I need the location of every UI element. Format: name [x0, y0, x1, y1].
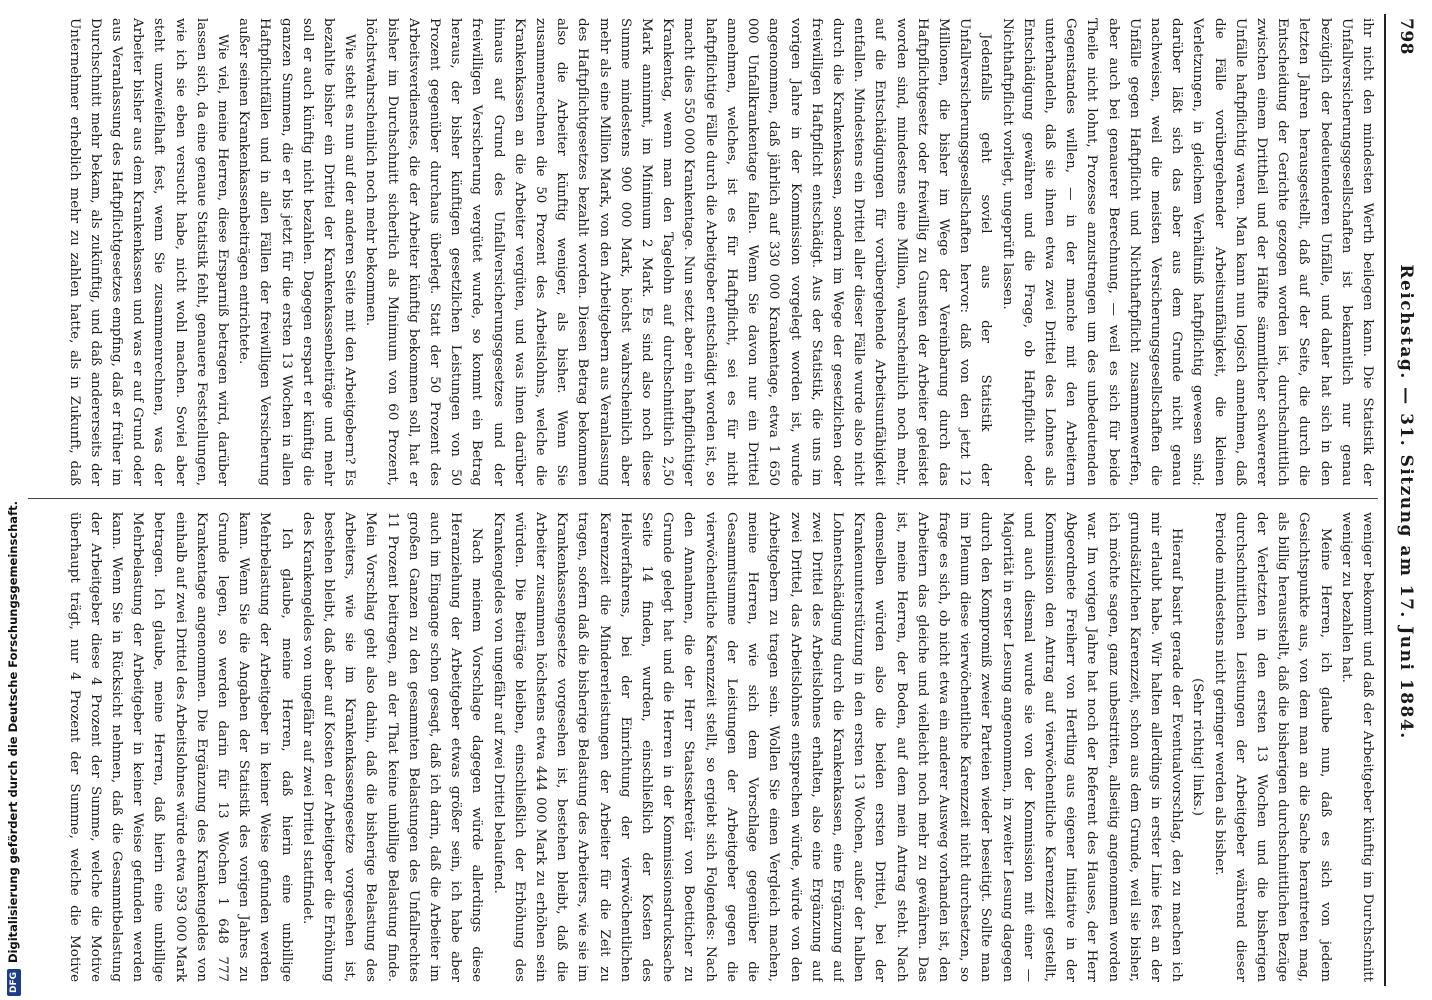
paragraph: Jedenfalls geht soviel aus der Statistik der Unfallversicherungsgesellschaften hervor: daß von den jetzt 12 Millionen, die bisher im Wege der Vereinbarung durch das Haftpflichtgesetz oder freiwillig zu Gunsten der Arbeiter geleistet worden sind, mindestens eine Million, wahrscheinlich noch mehr, auf die Entschädigungen für vorübergehende Arbeitsunfähigkeit entfallen. Mindestens ein Drittel aller dieser Fälle wurde also nicht durch die Krankenkassen, sondern im Wege der gesetzlichen oder freiwilligen Haftpflicht entschädigt. Aus der Statistik, die uns im vorigen Jahre in der Kommission vorgelegt worden ist, wurde angenommen, daß jährlich auf 330 000 Krankentage, etwa 1 650 000 Unfallkrankentage fallen. Wenn Sie davon nur ein Drittel annehmen, welches, ist es für Haftpflicht, sei es für nicht haftpflichtige Fälle durch die Arbeitgeber entschädigt worden ist, so macht dies 550 000 Krankentage. Nun setzt aber ein haftpflichtiger Krankentag, wenn man den Tagelohn auf durchschnittlich 2,50 Mark annimmt, im Minimum 2 Mark. Es sind also noch diese Summe mindestens 900 000 Mark, höchst wahrscheinlich aber mehr als eine Million Mark, von den Arbeitgebern aus Veranlassung des Haftpflichtgesetzes bezahlt worden. Diesen Betrag bekommen also die Arbeiter künftig weniger, als bisher. Wenn Sie zusammenrechnen die 50 Prozent des Arbeitslohns, welche die Krankenkassen an die Arbeiter vergüten, und was ihnen darüber hinaus auf Grund des Unfallversicherungsgesetzes und der freiwilligen Versicherung vergütet wurde, so kommt ein Betrag heraus, der bisher künftigen gesetzlichen Leistungen von 50 Prozent gegenüber durchaus überlegt. Statt der 50 Prozent des Arbeitsverdienstes, die der Arbeiter künftig bekommen soll, hat er bisher im Durchschnitt sicherlich als Minimum von 60 Prozent, höchstwahrscheinlich noch mehr bekommen. [363, 18, 994, 486]
page-header [1390, 18, 1418, 986]
digitization-note: Digitalisierung gefördert durch die Deutsche Forschungsgemeinschaft. [6, 501, 20, 963]
dfg-logo: DFG [7, 969, 21, 996]
header-rule [1384, 14, 1386, 986]
paragraph: Ich glaube, meine Herren, daß hierin eine unbillige Mehrbelastung der Arbeitgeber in keiner Weise gefunden werden kann. Wenn Sie die Angaben der Statistik des vorigen Jahres zu Grunde legen, so werden darin für 13 Wochen 1 648 777 Krankentage angenommen. Die Ergänzung des Krankengeldes von einhalb auf zwei Drittel des Arbeitslohnes würde etwa 593 000 Mark betragen. Ich glaube, meine Herren, daß hierin eine unbillige Mehrbelastung der Arbeitgeber in keiner Weise gefunden werden kann. Wenn Sie in Rücksicht nehmen, daß die Gesammtbelastung der Arbeitgeber diese 4 Prozent der Summe, welche die Motive überhaupt trägt, nur 4 Prozent der Summe, welche die Motive [66, 512, 294, 982]
left-column [60, 18, 1378, 486]
digitization-footer [0, 0, 22, 1000]
interjection: (Sehr richtig! links.) [1190, 678, 1206, 816]
paragraph: ihr nicht den mindesten Werth beilegen kann. Die Statistik der Unfallversicherungsgesellschaften ist bekanntlich nur genau bezüglich der bedeutenderen Unfälle, und daher hat sich in den letzten Jahren herausgestellt, daß auf der Seite, die durch die Entscheidung der Gerichte gezogen worden ist, durchschnittlich zwischen einem Drittheil und der Hälfte sämmtlicher schwererer Unfälle haftpflichtig waren. Man kann nun logisch annehmen, daß die Fälle vorübergehender Arbeitsunfähigkeit, die kleinen Verletzungen, in gleichem Verhältniß haftpflichtig gewesen sind; darüber läßt sich das aber aus dem Grunde nicht genau nachweisen, weil die meisten Versicherungsgesellschaften die Unfälle gegen Haftpflicht und Nichthaftpflicht zusammenwerfen, aber auch bei genauerer Berechnung, — weil es sich für beide Theile nicht lohnt, Prozesse anzustrengen um des unbedeutenden Gegenstandes willen, — in der manche mit den Arbeitern unterhandeln, daß sie ihnen etwa zwei Drittel des Lohnes als Entschädigung gewähren und die Frage, ob Haftpflicht oder Nichthaftpflicht vorliegt, ungeprüft lassen. [999, 18, 1375, 486]
paragraph: Wie viel, meine Herren, diese Ersparniß betragen wird, darüber lassen sich, da eine genaue Statistik fehlt, genauere Feststellungen, wie ich sie eben versucht habe, nicht wohl machen. Soviel aber steht unzweifelhaft fest, wenn Sie zusammenrechnen, was der Arbeiter bisher aus dem Krankenkassen und was er auf Grund oder aus Veranlassung des Haftpflichtgesetzes empfing, daß er früher im Durchschnitt mehr bekam, als zukünftig, und daß andererseits der Unternehmer erheblich mehr zu zahlen hatte, als in Zukunft, daß [66, 18, 231, 486]
running-title: Reichstag. — 31. Sitzung am 17. Juni 1884. [1396, 264, 1416, 740]
right-column [60, 512, 1378, 982]
page-number: 798 [1396, 18, 1416, 55]
paragraph: Wie steht es nun auf der anderen Seite mit den Arbeitgebern? Es bezahlte bisher ein Drittel der Krankenkassenbeiträge und mehr soll er auch künftig nicht bezahlen. Dagegen erspart er künftig die ganzen Summen, die er bis jetzt für die ersten 13 Wochen in allen Haftpflichtfällen und in allen Fällen der freiwilligen Versicherung außer seinen Krankenkassenbeiträgen entrichtete. [236, 18, 358, 486]
paragraph: Hierauf basirt gerade der Eventualvorschlag, den zu machen ich mir erlaubt habe. Wir halten allerdings in erster Linie fest an der grundsätzlichen Karenzzeit, schon aus dem Grunde, weil sie bisher, ich möchte sagen, ganz unbestritten, allseitig angenommen worden war. Im vorigen Jahre hat noch der Referent des Hauses, der Herr Abgeordnete Freiherr von Hertling aus eigener Initiative in der Kommission den Antrag auf vierwöchentliche Karenzzeit gestellt, und auch diesmal wurde sie von der Kommission mit einer — Majorität in erster Lesung angenommen, in zweiter Lesung dagegen durch den Kompromiß zweier Parteien wieder beseitigt. Sollte man im Plenum diese vierwöchentliche Karenzzeit nicht durchsetzen, so frage es sich, ob nicht etwa ein anderer Ausweg vorhanden ist, den Arbeitern das gleiche und vielleicht noch mehr zu gewähren. Das ist, meine Herren, der Boden, auf dem mein Antrag steht. Nach demselben würden also die beiden ersten Drittel, bei der Krankenunterstützung in den ersten 13 Wochen, außer der halben Lohnentschädigung durch die Krankenkassen, eine Ergänzung auf zwei Drittel des Arbeitslohnes erhalten, also eine Ergänzung auf zwei Drittel, das Arbeitslohnes entsprechen würde, würde von den Arbeitgebern zu tragen sein. Wollen Sie einen Vergleich machen, meine Herren, wie sich dem Vorschlage gegenüber die Gesammtsumme der Leistungen der Arbeitgeber gegen die vierwöchentliche Karenzzeit stellt, so ergiebt sich Folgendes: Nach den Annahmen, die der Herr Staatssekretär von Boetticher zu Grunde gelegt hat und die Herren in der Kommissionsdrucksache Seite 14 finden, wurden, einschließlich der Kosten des Heilverfahrens, bei der Einrichtung der vierwöchentlichen Karenzzeit die Mindererleistungen der Arbeiter für die Zeit zu tragen, sofern daß die bisherige Belastung des Arbeiters, wie sie im Krankenkassengesetze vorgesehen ist, bestehen bleibt, daß die Arbeiter zusammen höchstens etwa 444 000 Mark zu erhöhen sein würden. Die Beiträge bleiben, einschließlich der Erhöhung des Krankengeldes von ungefähr auf zwei Drittel belaufend. [490, 512, 1185, 982]
column-divider [28, 498, 1378, 499]
paragraph: weniger bekommt und daß der Arbeitgeber künftig im Durchschnitt weniger zu bezahlen hat. [1338, 512, 1375, 982]
paragraph: Meine Herren, ich glaube nun, daß es sich von jedem Gesichtspunkte aus, von dem man an die Sache herantreten mag, als billig herausstellt, daß die bisherigen durchschnittlichen Bezüge der Verletzten in den ersten 13 Wochen und die bisherigen durchschnittlichen Leistungen der Arbeitgeber während dieser Periode mindestens nicht geringer werden als bisher. [1211, 512, 1333, 982]
paragraph: Nach meinem Vorschlage dagegen würde allerdings diese Heranziehung der Arbeitgeber etwas größer sein, ich habe aber auch im Eingange schon gesagt, daß ich darin, daß die Arbeiter im großen Ganzen zu den gesammten Belastungen des Unfallrechtes 11 Prozent beitragen, an der That keine unbillige Belastung finde. Mein Vorschlag geht also dahin, daß die bisherige Belastung des Arbeiters, wie sie im Krankenkassengesetze vorgesehen ist, bestehen bleibt, daß aber auf Kosten der Arbeitgeber die Erhöhung des Krankengeldes von ungefähr auf zwei Drittel stattfindet. [299, 512, 485, 982]
